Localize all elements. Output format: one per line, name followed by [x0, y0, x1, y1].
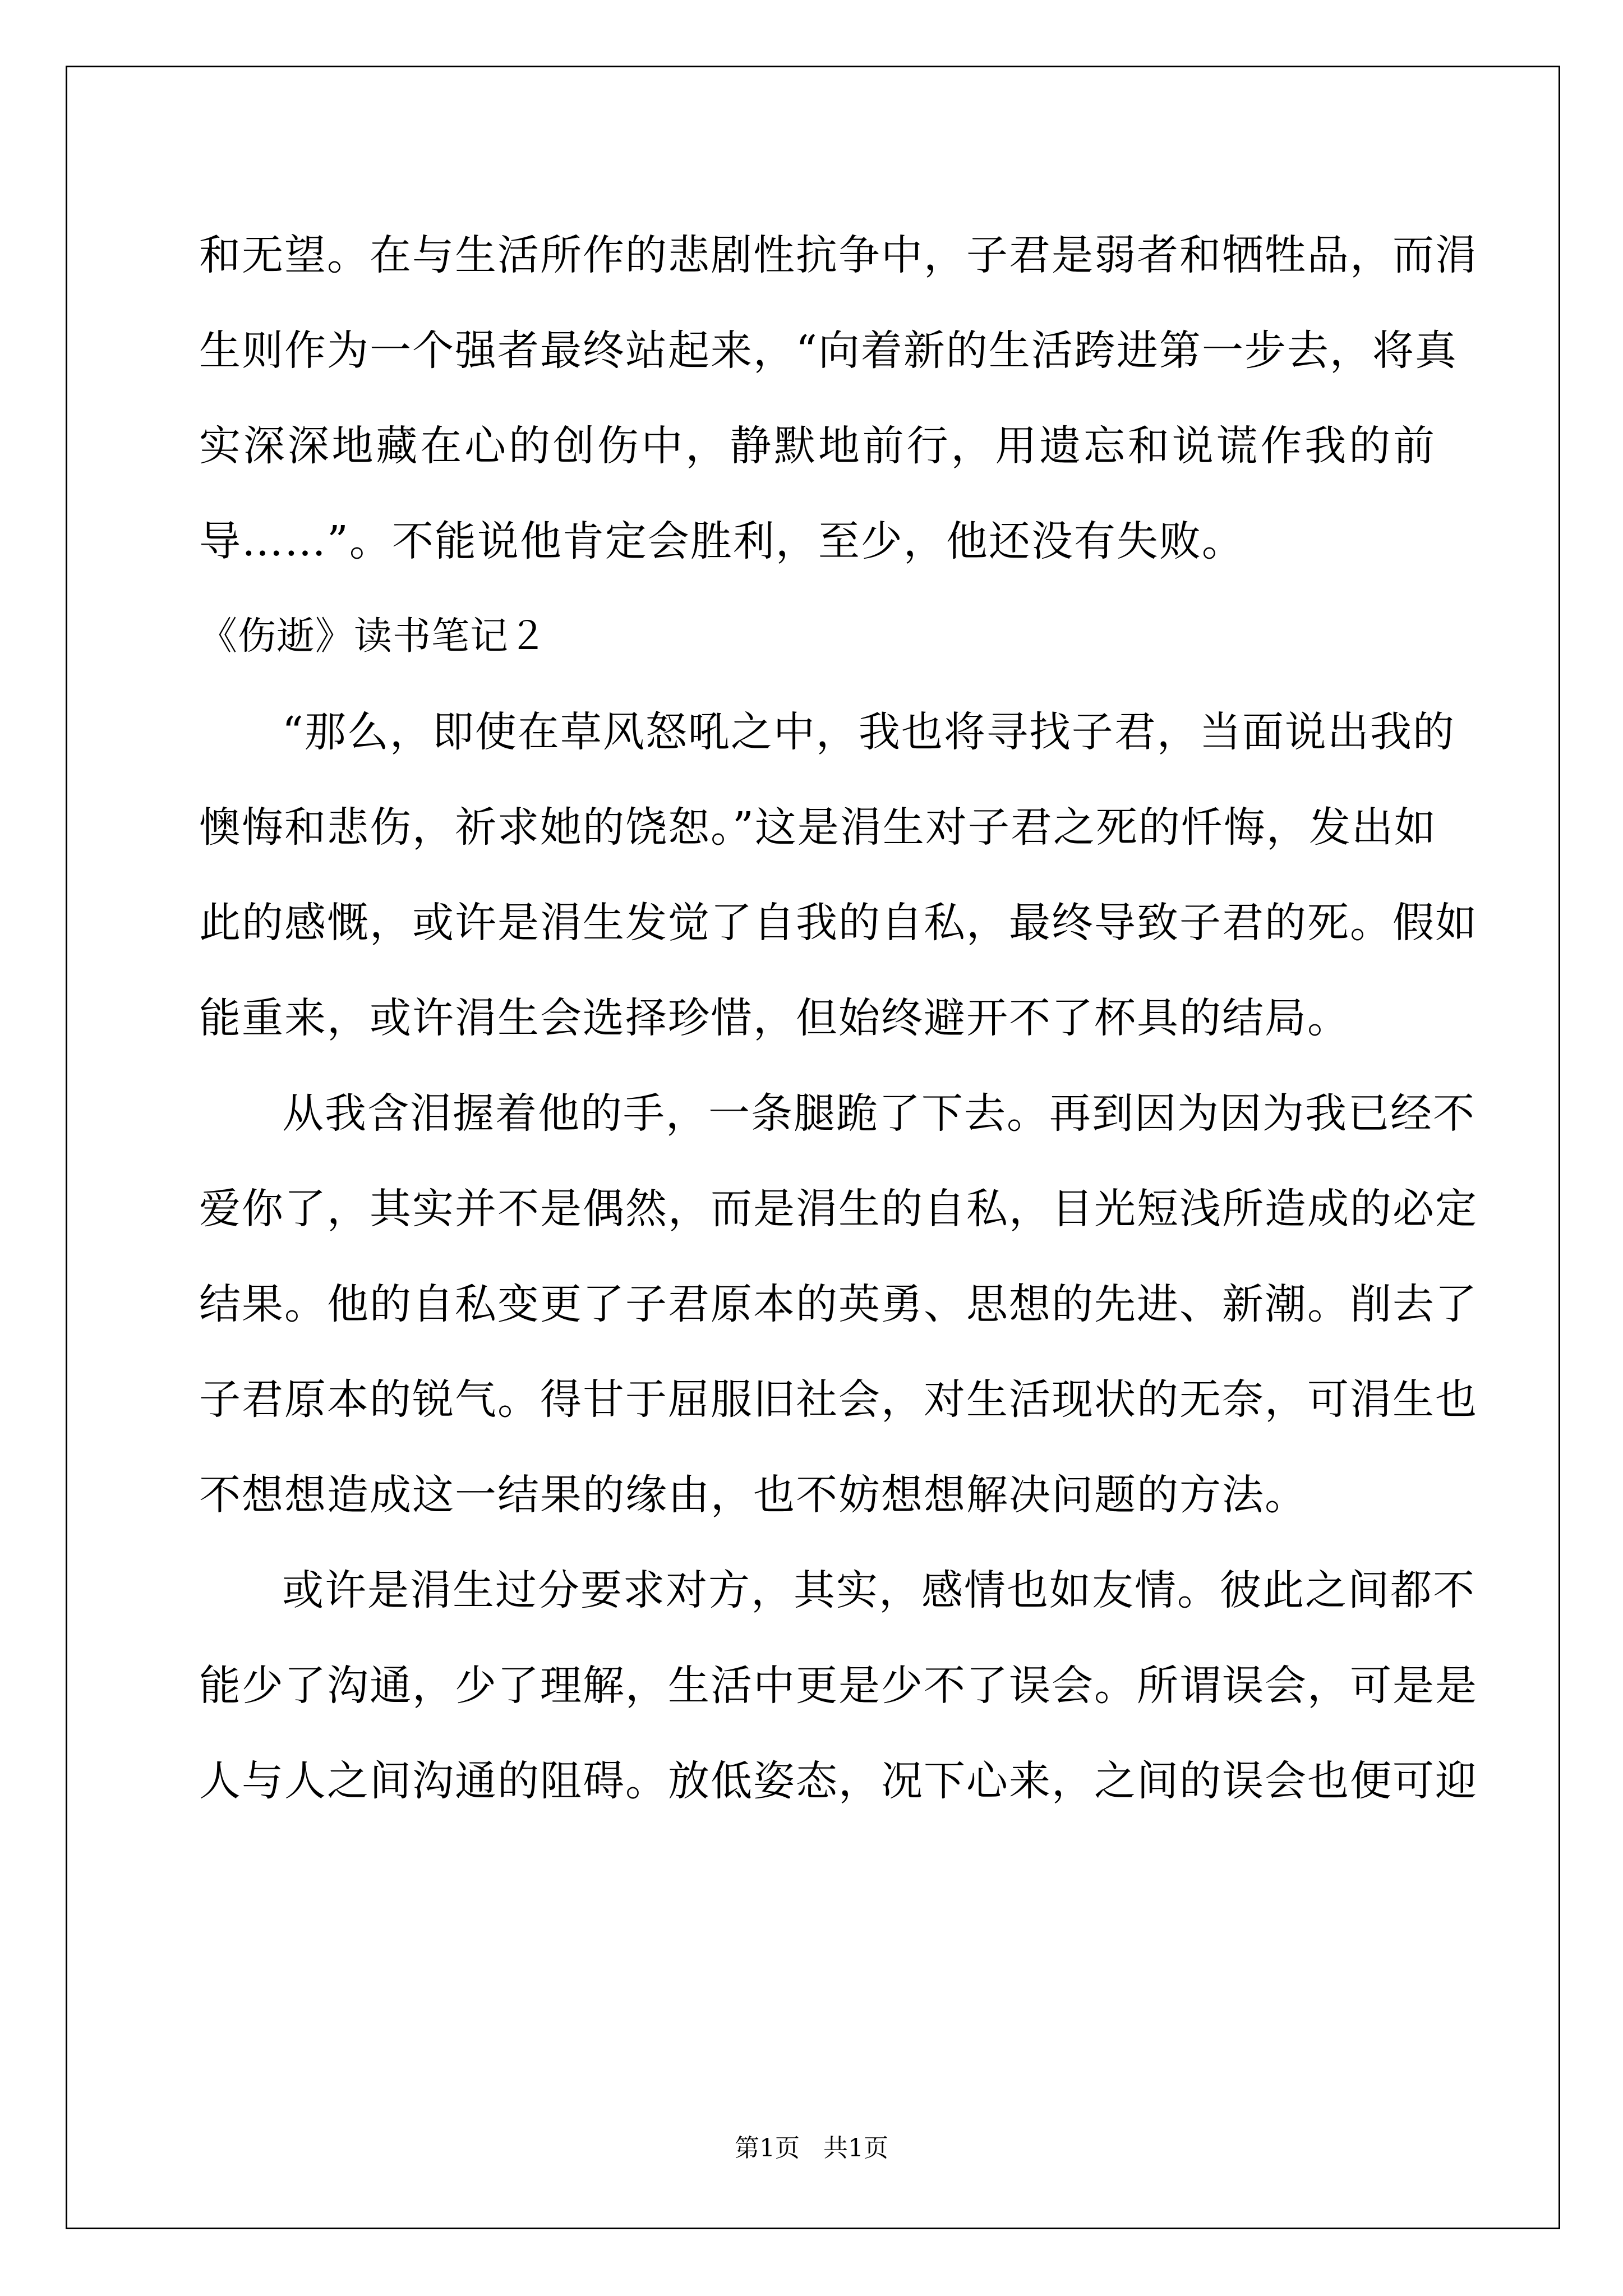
- text-line: 实深深地藏在心的创伤中，静默地前行，用遗忘和说谎作我的前: [199, 422, 1436, 470]
- page-total: 共1页: [823, 2134, 888, 2162]
- page-footer: [0, 2132, 1623, 2165]
- text-line: 从我含泪握着他的手，一条腿跪了下去。再到因为因为我已经不: [282, 1089, 1476, 1138]
- text-line: 爱你了，其实并不是偶然，而是涓生的自私，目光短浅所造成的必定: [199, 1185, 1478, 1233]
- text-line: 人与人之间沟通的阻碍。放低姿态，况下心来，之间的误会也便可迎: [199, 1757, 1478, 1805]
- text-line: 和无望。在与生活所作的悲剧性抗争中，子君是弱者和牺牲品，而涓: [199, 231, 1478, 279]
- text-line: 生则作为一个强者最终站起来，“向着新的生活跨进第一步去，将真: [199, 326, 1458, 375]
- section-heading: 《伤逝》读书笔记２: [199, 614, 548, 659]
- text-line: 或许是涓生过分要求对方，其实，感情也如友情。彼此之间都不: [282, 1566, 1476, 1614]
- text-line: 导……”。不能说他肯定会胜利，至少，他还没有失败。: [199, 517, 1244, 565]
- text-line: 子君原本的锐气。得甘于屈服旧社会，对生活现状的无奈，可涓生也: [199, 1375, 1478, 1424]
- text-line: 能重来，或许涓生会选择珍惜，但始终避开不了杯具的结局。: [199, 994, 1350, 1042]
- page-number: 第1页: [735, 2134, 800, 2162]
- document-body: [199, 208, 1478, 1829]
- text-line: 不想想造成这一结果的缘由，也不妨想想解决问题的方法。: [199, 1471, 1307, 1519]
- text-line: 能少了沟通，少了理解，生活中更是少不了误会。所谓误会，可是是: [199, 1662, 1478, 1710]
- text-line: 懊悔和悲伤，祈求她的饶恕。”这是涓生对子君之死的忏悔，发出如: [199, 803, 1437, 852]
- text-line: “那么，即使在草风怒吼之中，我也将寻找子君，当面说出我的: [282, 708, 1455, 756]
- text-line: 结果。他的自私变更了子君原本的英勇、思想的先进、新潮。削去了: [199, 1280, 1478, 1328]
- text-line: 此的感慨，或许是涓生发觉了自我的自私，最终导致子君的死。假如: [199, 899, 1478, 947]
